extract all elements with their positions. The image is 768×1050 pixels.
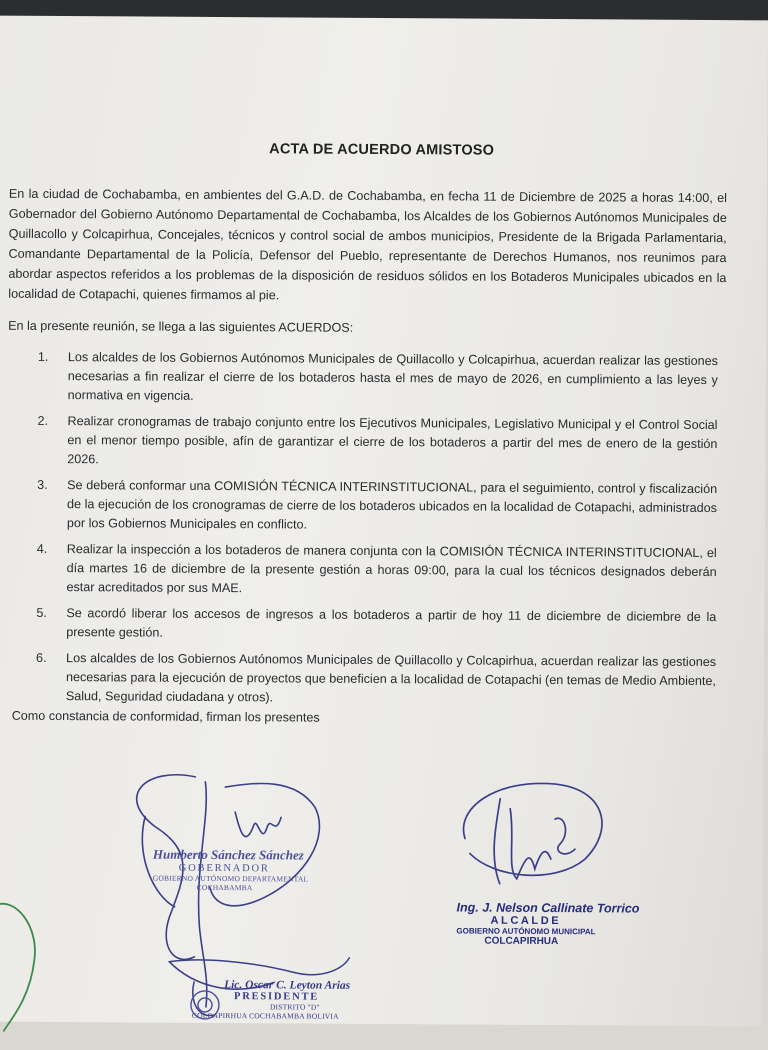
mayor-org: GOBIERNO AUTÓNOMO MUNICIPAL [456, 926, 596, 937]
president-role: PRESIDENTE [233, 991, 320, 1003]
mayor-stamp [456, 900, 639, 947]
green-ink-stroke [0, 904, 35, 1031]
signature-strokes [0, 756, 763, 1050]
agreement-item: 4. Realizar la inspección a los botaderos de manera conjunta con la COMISIÓN TÉCNICA INTERINSTITUCIONAL, el día martes 16 de diciembre de la presente gestión a horas 09:00, para la cual los técnicos designados deberán estar acreditados por sus MAE. [36, 541, 717, 596]
president-name: Lic. Oscar C. Leyton Arias [224, 979, 351, 992]
agreement-text: Los alcaldes de los Gobiernos Autónomos Municipales de Quillacollo y Colcapirhua, acuerdan realizar las gestiones necesarias a fin realizar el cierre de los botaderos hasta el mes de mayo de 2026, en cumplimiento a las leyes y normativa en vigencia. [67, 350, 718, 403]
agreement-text: Se deberá conformar una COMISIÓN TÉCNICA INTERINSTITUCIONAL, para el seguimiento, control y fiscalización de la ejecución de los cronogramas de cierre de los botaderos ubicados en la localidad de Cotapachi, administrados por los Gobiernos Municipales en conflicto. [66, 478, 718, 532]
governor-name: Humberto Sánchez Sánchez [152, 846, 304, 863]
governor-place: COCHABAMBA [196, 882, 253, 893]
president-district: DISTRITO "D" [269, 1002, 320, 1012]
governor-stamp [153, 847, 309, 893]
agreements-list [36, 348, 718, 717]
agreement-text: Los alcaldes de los Gobiernos Autónomos Municipales de Quillacollo y Colcapirhua, acuerdan realizar las gestiones necesarias para la ejecución de proyectos que beneficien a la localidad de Cotapachi (en temas de Medio Ambiente, Salud, Seguridad ciudadana y otros). [65, 651, 717, 705]
agreement-item: 2. Realizar cronogramas de trabajo conjunto entre los Ejecutivos Municipales, Legislativo Municipal y el Control Social en el menor tiempo posible, afín de garantizar el cierre de los botaderos a partir del mes de enero de la gestión 2026. [37, 413, 718, 467]
mayor-signature [463, 783, 602, 884]
governor-org: GOBIERNO AUTÓNOMO DEPARTAMENTAL [152, 873, 309, 884]
president-place: COLCAPIRHUA COCHABAMBA BOLIVIA [191, 1010, 339, 1021]
agreement-item: 1. Los alcaldes de los Gobiernos Autónomos Municipales de Quillacollo y Colcapirhua, acuerdan realizar las gestiones necesarias a fin realizar el cierre de los botaderos hasta el mes de mayo de 2026, en cumplimiento a las leyes y normativa en vigencia. [37, 349, 718, 403]
signatures-area [0, 756, 763, 1050]
mayor-role: ALCALDE [490, 914, 562, 928]
governor-role: GOBERNADOR [178, 862, 270, 875]
agreement-text: Se acordó liberar los accesos de ingresos a los botaderos a partir de hoy 11 de diciembre de diciembre de la presente gestión. [66, 606, 717, 640]
agreement-text: Realizar la inspección a los botaderos de manera conjunta con la COMISIÓN TÉCNICA INTERINSTITUCIONAL, el día martes 16 de diciembre de la presente gestión a horas 09:00, para la cual los técnicos designados deberán estar acreditados por sus MAE. [66, 542, 717, 596]
document-title: ACTA DE ACUERDO AMISTOSO [269, 141, 495, 159]
mayor-place: COLCAPIRHUA [484, 935, 559, 948]
agreement-item: 6. Los alcaldes de los Gobiernos Autónomos Municipales de Quillacollo y Colcapirhua, acuerdan realizar las gestiones necesarias para la ejecución de proyectos que beneficien a la localidad de Cotapachi (en temas de Medio Ambiente, Salud, Seguridad ciudadana y otros). [36, 650, 717, 705]
agreement-item: 3. Se deberá conformar una COMISIÓN TÉCNICA INTERINSTITUCIONAL, para el seguimiento, control y fiscalización de la ejecución de los cronogramas de cierre de los botaderos ubicados en la localidad de Cotapachi, administrados por los Gobiernos Municipales en conflicto. [37, 477, 718, 532]
agreement-item: 5. Se acordó liberar los accesos de ingresos a los botaderos a partir de hoy 11 de diciembre de diciembre de la presente gestión. [36, 605, 717, 640]
closing-line: Como constancia de conformidad, firman los presentes [11, 708, 320, 725]
intro-paragraph: En la ciudad de Cochabamba, en ambientes del G.A.D. de Cochabamba, en fecha 11 de Diciembre de 2025 a horas 14:00, el Gobernador del Gobierno Autónomo Departamental de Cochabamba, los Alcaldes de los Gobiernos Autónomos Municipales de Quillacollo y Colcapirhua, Concejales, técnicos y control social de ambos municipios, Presidente de la Brigada Parlamentaria, Comandante Departamental de la Policía, Defensor del Pueblo, representante de Derechos Humanos, nos reunimos para abordar aspectos referidos a los problemas de la disposición de residuos sólidos en los Botaderos Municipales ubicados en la localidad de Cotapachi, quienes firmamos al pie. [8, 186, 727, 303]
agreements-lead: En la presente reunión, se llega a las siguientes ACUERDOS: [8, 318, 354, 335]
document-page [0, 16, 768, 1027]
agreement-text: Realizar cronogramas de trabajo conjunto entre los Ejecutivos Municipales, Legislativo Municipal y el Control Social en el menor tiempo posible, afín de garantizar el cierre de los botaderos a partir del mes de enero de la gestión 2026. [67, 414, 718, 467]
president-stamp [191, 979, 351, 1021]
mayor-name: Ing. J. Nelson Callinate Torrico [456, 900, 640, 916]
